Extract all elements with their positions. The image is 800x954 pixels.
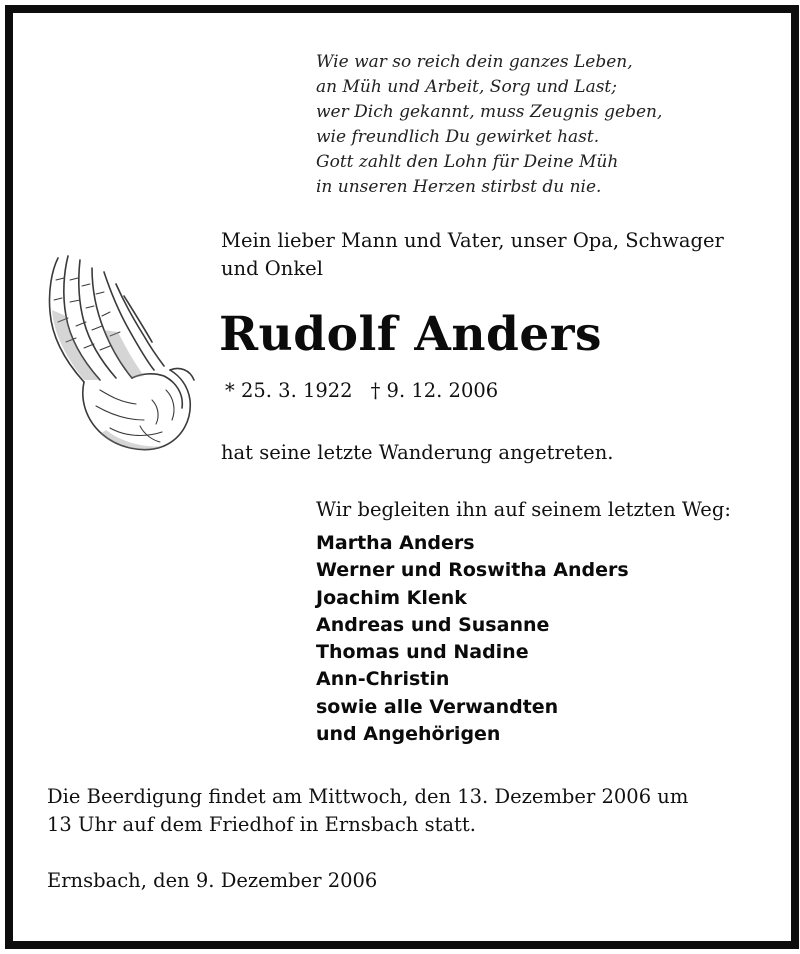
poem-line: Gott zahlt den Lohn für Deine Müh [316,152,619,172]
birth-date: * 25. 3. 1922 [225,379,353,402]
intro-line: und Onkel [221,257,323,280]
mourner-name: Joachim Klenk [316,586,467,609]
place-date: Ernsbach, den 9. Dezember 2006 [47,869,378,892]
poem-line: Wie war so reich dein ganzes Leben, [316,52,633,72]
funeral-notice [47,783,688,839]
poem-line: an Müh und Arbeit, Sorg und Last; [316,77,617,97]
mourner-name: Ann-Christin [316,668,450,691]
praying-hands-icon [40,250,200,460]
mourners-list [316,530,629,748]
mourner-name: Martha Anders [316,532,475,554]
intro-line: Mein lieber Mann und Vater, unser Opa, Schwager [221,229,724,252]
mourner-name: und Angehörigen [316,723,501,746]
mourner-name: Werner und Roswitha Anders [316,559,629,582]
mourner-name: sowie alle Verwandten [316,695,559,718]
intro-text [221,227,724,283]
statement-text: hat seine letzte Wanderung angetreten. [221,441,614,464]
death-date: † 9. 12. 2006 [370,379,499,402]
escort-line: Wir begleiten ihn auf seinem letzten Weg: [316,498,731,521]
mourner-name: Thomas und Nadine [316,641,529,664]
life-dates [225,377,498,405]
deceased-name: Rudolf Anders [219,307,603,362]
mourner-name: Andreas und Susanne [316,613,550,636]
poem-line: in unseren Herzen stirbst du nie. [316,177,602,197]
poem-line: wer Dich gekannt, muss Zeugnis geben, [316,102,663,122]
funeral-line: Die Beerdigung findet am Mittwoch, den 13. Dezember 2006 um [47,785,689,808]
poem-line: wie freundlich Du gewirket hast. [316,127,600,147]
funeral-line: 13 Uhr auf dem Friedhof in Ernsbach statt. [47,813,476,836]
poem [316,50,662,200]
